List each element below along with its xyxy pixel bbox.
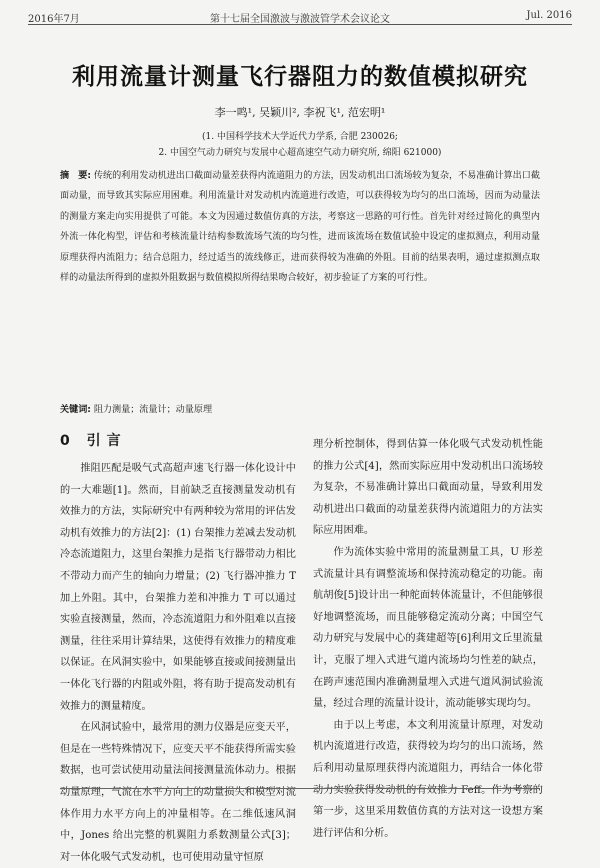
header-conference: 第十七届全国激波与激波管学术会议论文: [210, 14, 390, 25]
paragraph: 理分析控制体，得到估算一体化吸气式发动机性能的推力公式[4]，然而实际应用中发动机出口流场较为复杂，不易准确计算出口截面动量，导致利用发动机进出口截面的动量差获得内流道阻力的方法实际应用困难。: [313, 439, 543, 537]
header-date: 2016年7月: [28, 14, 80, 25]
abstract-label: 摘 要:: [60, 171, 91, 181]
section-heading: [60, 430, 127, 450]
section-title: 引言: [86, 433, 127, 449]
keywords: [60, 402, 212, 415]
right-column: [313, 434, 543, 844]
section-number: 0: [60, 433, 76, 449]
footnote-rule: [60, 788, 540, 795]
keywords-text: 阻力测量；流量计；动量原理: [93, 405, 213, 415]
paragraph: 推阻匹配是吸气式高超声速飞行器一体化设计中的一大难题[1]。然而，目前缺乏直接测量发动机有效推力的方法，实际研究中有两种较为常用的评估发动机有效推力的方法[2]：(1) 台架推力差减去发动机冷态流道阻力，这里台架推力是指飞行器带动力相比不带动力而产生的轴向力增量；(2) 飞行器冲推力 T 加上外阻。其中，台架推力差和冲推力 T 可以通过实验直接测量，然而，冷态流道阻力和外阻难以直接测量，往往采用计算结果，这使得有效推力的精度难以保证。在风洞实验中，如果能够直接或间接测量出一体化飞行器的内阻或外阻，将有助于提高发动机有效推力的测量精度。: [60, 463, 296, 712]
keywords-label: 关键词:: [60, 405, 91, 415]
affiliation-2: 2. 中国空气动力研究与发展中心超高速空气动力研究所, 绵阳 621000): [158, 148, 442, 158]
paragraph: 作为流体实验中常用的流量测量工具，U 形差式流量计具有调整流场和保持流动稳定的功能。南航胡俊[5]设计出一种舵面转体流量计，不但能够很好地调整流场，而且能够稳定流动分离；中国空气动力研究与发展中心的龚建超等[6]利用文丘里流量计，克服了埋入式进气道内流场均匀性差的缺点，在跨声速范围内准确测量埋入式进气道风洞试验流量，经过合理的流量计设计，流动能够实现均匀。: [313, 546, 543, 710]
paragraph: 由于以上考虑，本文利用流量计原理，对发动机内流道进行改造，获得较为均匀的出口流场，然后利用动量原理获得内流道阻力，再结合一体化带动力实验获得发动机的有效推力 Feff。作为考察的第一步，这里采用数值仿真的方法对这一设想方案进行评估和分析。: [313, 719, 543, 839]
abstract: [60, 166, 540, 288]
left-column: [60, 458, 296, 868]
running-header: [28, 8, 572, 25]
paper-title: 利用流量计测量飞行器阻力的数值模拟研究: [72, 64, 528, 90]
affiliation-1: (1. 中国科学技术大学近代力学系, 合肥 230026;: [202, 132, 398, 142]
author-list: 李一鸣¹, 吴颖川², 李祝飞¹, 范宏明¹: [214, 106, 386, 119]
header-issue: Jul. 2016: [526, 10, 572, 21]
abstract-text: 传统的利用发动机进出口截面动量差获得内流道阻力的方法，因发动机出口流场较为复杂，不易准确计算出口截面动量，而导致其实际应用困难。利用流量计对发动机内流道进行改造，可以获得较为均匀的出口流场，因而为动量法的测量方案走向实用提供了可能。本文为因通过数值仿真的方法，考察这一思路的可行性。首先针对经过简化的典型内外流一体化构型，评估和考核流量计结构参数流场气流的均匀性，进而该流场在数值试验中设定的虚拟测点，利用动量原理获得内流阻力；结合总阻力，经过适当的流线修正，进而获得较为准确的外阻。目前的结果表明，通过虚拟测点取样的动量法所得到的虚拟外阻数据与数值模拟所得结果吻合较好，初步验证了方案的可行性。: [60, 171, 540, 284]
paragraph: 在风洞试验中，最常用的测力仪器是应变天平，但是在一些特殊情况下，应变天平不能获得所需实验数据，也可尝试使用动量法间接测量流体动力。根据动量原理，气流在水平方向上的动量损失和模型对流体作用力水平方向上的冲量相等。在二维低速风洞中，Jones 给出完整的机翼阻力系数测量公式[3]；对一体化吸气式发动机，也可使用动量守恒原: [60, 722, 296, 863]
